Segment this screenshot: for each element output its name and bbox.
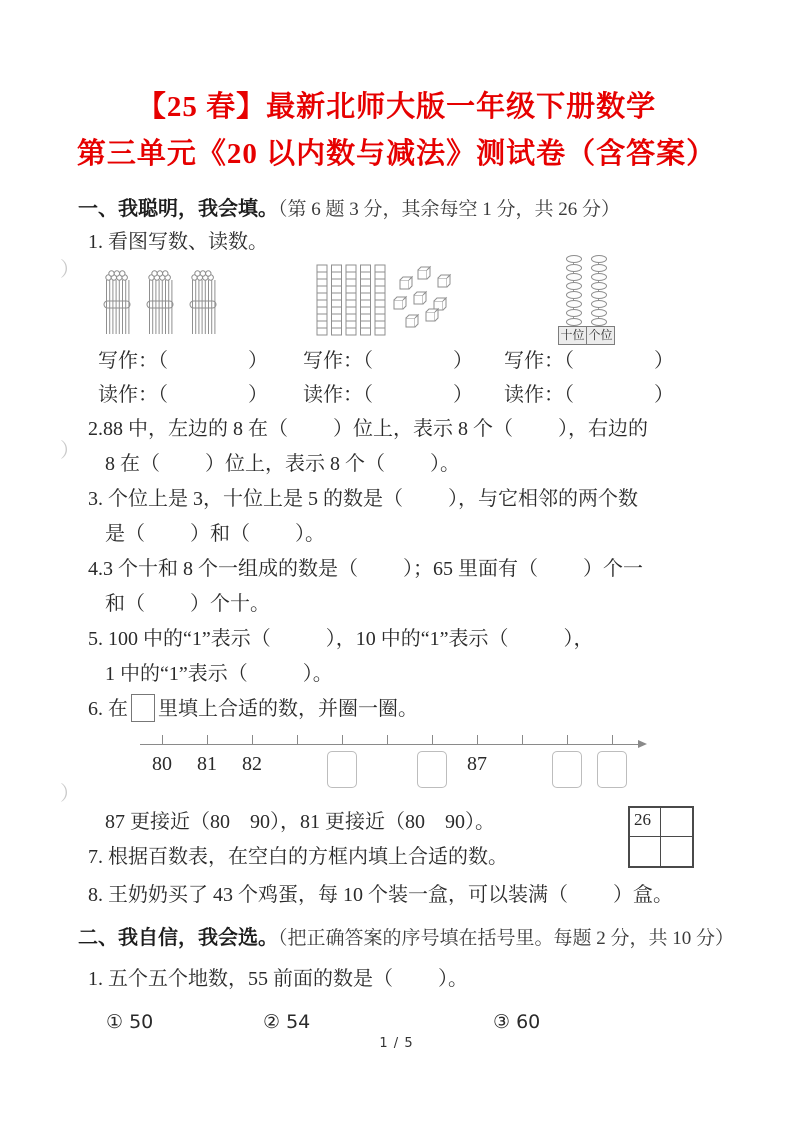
number-line-answer-box [417,751,447,788]
q1-prompt: 1. 看图写数、读数。 [88,231,268,253]
q5-line-2: 1 中的“1”表示（ ）。 [105,663,333,685]
abacus-figure [558,262,615,345]
number-line-tick [252,735,253,744]
abacus-place-labels [558,326,615,345]
scan-artifact-paren: ） [60,440,80,462]
option-2: ② 54 [263,1011,311,1033]
title-line-2: 第三单元《20 以内数与减法》测试卷（含答案） [76,138,717,170]
number-line-arrow [638,740,647,748]
abacus-bead [566,300,582,308]
q8-prompt: 8. 王奶奶买了 43 个鸡蛋，每 10 个装一盒，可以装满（ ）盒。 [88,884,673,906]
section1-score-note: （第 6 题 3 分，其余每空 1 分，共 26 分） [278,199,621,220]
q6-prompt-post: 里填上合适的数，并圈一圈。 [158,698,418,720]
section2-score-note: （把正确答案的序号填在括号里。每题 2 分，共 10 分） [278,928,735,949]
number-line-tick [612,735,613,744]
q5-line-1: 5. 100 中的“1”表示（ ），10 中的“1”表示（ ）， [88,628,594,650]
abacus-bead [566,318,582,326]
hundred-chart-fragment [628,806,694,868]
number-line-label: 87 [467,753,487,775]
abacus-bead [591,273,607,281]
number-line-label: 81 [197,753,217,775]
number-line-answer-box [552,751,582,788]
q6-closer-line: 87 更接近（80 90），81 更接近（80 90）。 [105,811,495,833]
q6-fill-box [131,694,155,722]
number-line-tick [207,735,208,744]
q1-write-blank-1: 写作：（ ） [98,350,268,372]
number-line-label: 80 [152,753,172,775]
hundred-chart-cell [661,808,692,837]
q1-write-blank-3: 写作：（ ） [504,350,674,372]
abacus-bead [566,273,582,281]
number-line-tick [567,735,568,744]
number-line-tick [162,735,163,744]
q4-line-1: 4.3 个十和 8 个一组成的数是（ ）；65 里面有（ ）个一 [88,558,643,580]
abacus-bead [566,264,582,272]
section1-heading [78,194,753,225]
q7-prompt: 7. 根据百数表，在空白的方框内填上合适的数。 [88,846,508,868]
number-line-tick [297,735,298,744]
scan-artifact-paren: ） [60,783,80,805]
q4-line-2: 和（ ）个十。 [105,593,270,615]
section2-heading [78,923,753,954]
base-ten-blocks-figure [316,262,456,342]
number-line [140,727,700,805]
number-line-answer-box [327,751,357,788]
q1-column-sticks [78,262,283,412]
q1-read-blank-1: 读作：（ ） [98,384,268,406]
q1-read-blank-2: 读作：（ ） [303,384,473,406]
abacus-ones-rod [591,262,607,326]
abacus-bead [566,255,582,263]
q1-column-abacus [488,262,753,412]
q3-line-2: 是（ ）和（ ）。 [105,523,325,545]
q2-line-2: 8 在（ ）位上，表示 8 个（ ）。 [105,453,460,475]
hundred-chart-cell [630,837,661,866]
q6-prompt [78,692,753,727]
number-line-tick [387,735,388,744]
number-line-tick [477,735,478,744]
stick-bundles-figure [103,268,231,342]
abacus-bead [591,255,607,263]
number-line-tick [342,735,343,744]
s2-q1-options [78,1005,753,1040]
q2-line-1: 2.88 中，左边的 8 在（ ）位上，表示 8 个（ ），右边的 [88,418,648,440]
abacus-bead [591,282,607,290]
number-line-answer-box [597,751,627,788]
tens-place-label: 十位 [560,328,585,342]
number-line-label: 82 [242,753,262,775]
number-line-tick [522,735,523,744]
abacus-bead [591,318,607,326]
abacus-bead [566,309,582,317]
s2-q1-prompt: 1. 五个五个地数，55 前面的数是（ ）。 [88,968,468,990]
title-line-1: 【25 春】最新北师大版一年级下册数学 [136,91,657,123]
q6-prompt-pre: 6. 在 [88,698,128,720]
option-3: ③ 60 [493,1011,541,1033]
number-line-axis [140,744,638,745]
ones-place-label: 个位 [586,327,614,344]
q1-column-blocks [283,262,488,412]
abacus-bead [566,282,582,290]
worksheet-title [0,0,793,178]
abacus-bead [591,264,607,272]
q3-line-1: 3. 个位上是 3，十位上是 5 的数是（ ），与它相邻的两个数 [88,488,638,510]
worksheet-body [0,194,793,1040]
section2-heading-text: 二、我自信，我会选。 [78,927,278,949]
number-line-tick [432,735,433,744]
abacus-tens-rod [566,262,582,326]
option-1: ① 50 [106,1011,154,1033]
abacus-bead [566,291,582,299]
hundred-chart-cell [661,837,692,866]
scan-artifact-paren: ） [60,259,80,281]
q1-figure-row [78,262,753,412]
q1-read-blank-3: 读作：（ ） [504,384,674,406]
q1-write-blank-2: 写作：（ ） [303,350,473,372]
abacus-bead [591,291,607,299]
abacus-bead [591,309,607,317]
section1-heading-text: 一、我聪明，我会填。 [78,198,278,220]
hundred-chart-cell: 26 [630,808,661,837]
abacus-bead [591,300,607,308]
page-number: 1 / 5 [379,1036,414,1051]
